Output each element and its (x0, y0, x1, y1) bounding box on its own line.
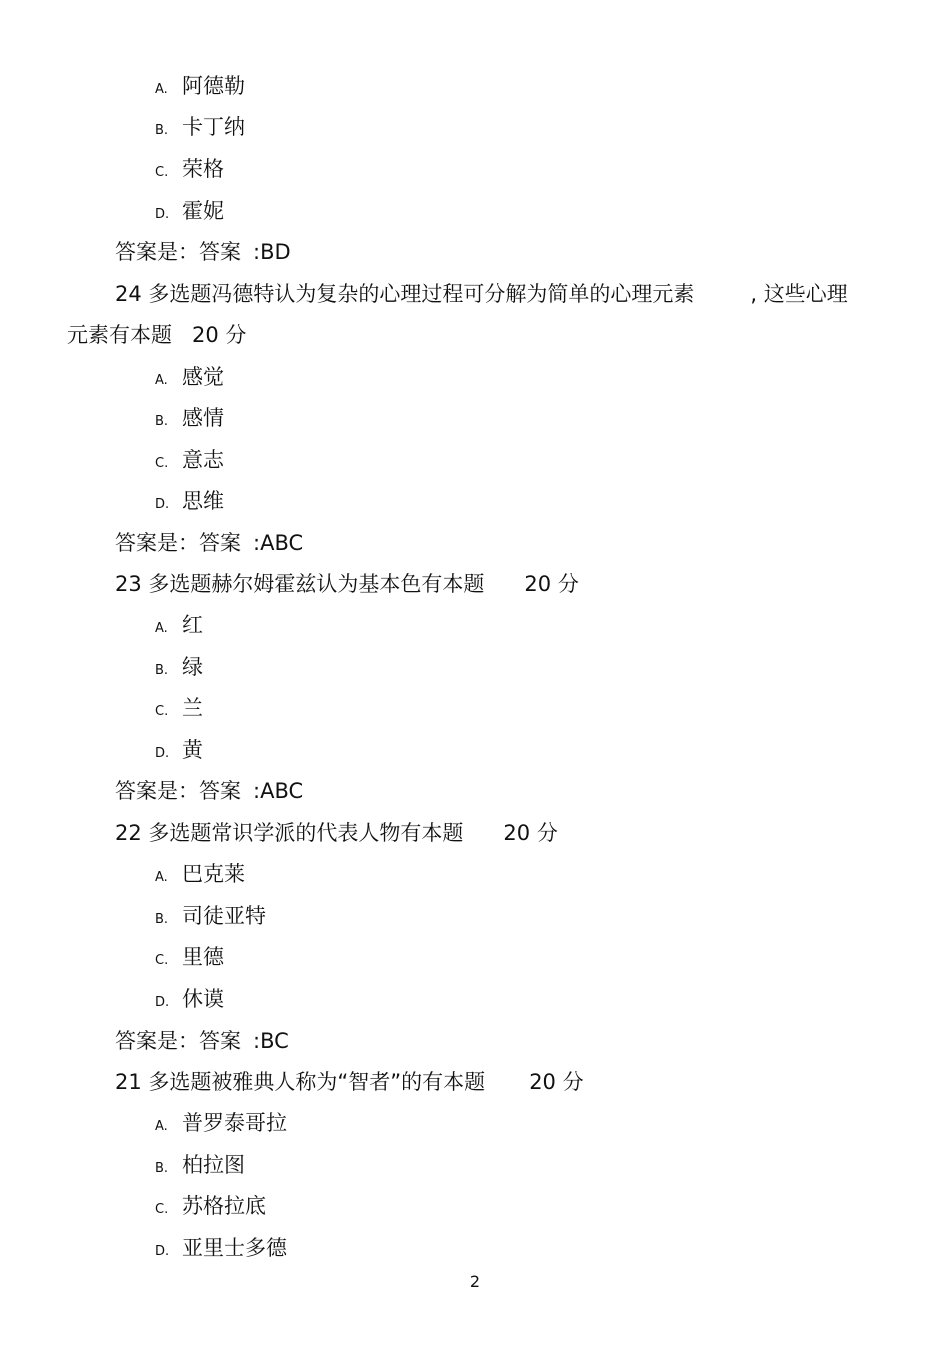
option-letter: A. (155, 621, 168, 636)
question-points: 20 分 (192, 323, 247, 347)
option-d (155, 737, 203, 767)
option-c (155, 156, 224, 186)
option-letter: D. (155, 497, 170, 512)
question-21 (115, 1069, 584, 1095)
option-letter: D. (155, 746, 170, 761)
question-text-continued: 元素有本题 (67, 323, 172, 347)
answer-value: :BC (253, 1029, 289, 1053)
option-a (155, 612, 203, 642)
option-letter: A. (155, 373, 168, 388)
option-d (155, 986, 224, 1016)
question-text: 多选题冯德特认为复杂的心理过程可分解为简单的心理元素 (148, 282, 695, 306)
option-text: 红 (182, 613, 203, 637)
answer-label: 答案是：答案 (115, 531, 241, 555)
question-number: 21 (115, 1070, 142, 1094)
option-letter: B. (155, 123, 169, 138)
option-text: 黄 (182, 738, 203, 762)
option-text: 感觉 (182, 365, 224, 389)
option-text: 阿德勒 (182, 74, 245, 98)
option-text: 普罗泰哥拉 (182, 1111, 287, 1135)
option-text: 思维 (182, 489, 224, 513)
answer-line (115, 530, 303, 556)
answer-value: :ABC (253, 531, 304, 555)
question-points: 20 分 (529, 1070, 584, 1094)
option-a (155, 1110, 287, 1140)
option-c (155, 1193, 266, 1223)
option-letter: D. (155, 995, 170, 1010)
option-b (155, 405, 224, 435)
answer-value: :BD (253, 240, 291, 264)
option-text: 休谟 (182, 987, 224, 1011)
question-points: 20 分 (503, 821, 558, 845)
answer-value: :ABC (253, 779, 304, 803)
option-text: 意志 (182, 448, 224, 472)
option-a (155, 73, 245, 103)
option-letter: B. (155, 663, 169, 678)
option-c (155, 944, 224, 974)
question-text: 多选题常识学派的代表人物有本题 (148, 821, 464, 845)
option-letter: C. (155, 165, 169, 180)
option-text: 巴克莱 (182, 862, 245, 886)
option-letter: A. (155, 870, 168, 885)
option-letter: A. (155, 82, 168, 97)
option-b (155, 654, 203, 684)
option-text: 卡丁纳 (182, 115, 245, 139)
question-24-continued (67, 322, 246, 348)
option-letter: C. (155, 704, 169, 719)
answer-line (115, 239, 291, 265)
question-number: 22 (115, 821, 142, 845)
answer-label: 答案是：答案 (115, 779, 241, 803)
question-22 (115, 820, 558, 846)
question-text: 多选题被雅典人称为“智者”的有本题 (148, 1070, 486, 1094)
option-text: 亚里士多德 (182, 1236, 287, 1260)
option-a (155, 364, 224, 394)
option-text: 兰 (182, 696, 203, 720)
option-d (155, 488, 224, 518)
question-number: 23 (115, 572, 142, 596)
answer-label: 答案是：答案 (115, 1029, 241, 1053)
question-text-tail: , 这些心理 (750, 282, 848, 306)
question-text: 多选题赫尔姆霍兹认为基本色有本题 (148, 572, 485, 596)
option-text: 荣格 (182, 157, 224, 181)
answer-label: 答案是：答案 (115, 240, 241, 264)
answer-line (115, 778, 303, 804)
option-b (155, 114, 245, 144)
option-letter: B. (155, 912, 169, 927)
option-letter: C. (155, 1202, 169, 1217)
answer-line (115, 1028, 289, 1054)
option-letter: A. (155, 1119, 168, 1134)
option-text: 柏拉图 (182, 1153, 245, 1177)
option-letter: C. (155, 953, 169, 968)
page-number: 2 (469, 1272, 481, 1291)
option-text: 感情 (182, 406, 224, 430)
option-b (155, 1152, 245, 1182)
question-23 (115, 571, 579, 597)
option-letter: B. (155, 1161, 169, 1176)
question-number: 24 (115, 282, 142, 306)
option-c (155, 695, 203, 725)
option-text: 绿 (182, 655, 203, 679)
option-letter: D. (155, 207, 170, 222)
option-letter: C. (155, 456, 169, 471)
option-a (155, 861, 245, 891)
option-text: 霍妮 (182, 199, 224, 223)
option-c (155, 447, 224, 477)
question-points: 20 分 (524, 572, 579, 596)
option-text: 苏格拉底 (182, 1194, 266, 1218)
question-24 (115, 281, 848, 307)
option-letter: D. (155, 1244, 170, 1259)
option-d (155, 1235, 287, 1265)
option-d (155, 198, 224, 228)
option-letter: B. (155, 414, 169, 429)
option-text: 司徒亚特 (182, 904, 266, 928)
option-b (155, 903, 266, 933)
option-text: 里德 (182, 945, 224, 969)
